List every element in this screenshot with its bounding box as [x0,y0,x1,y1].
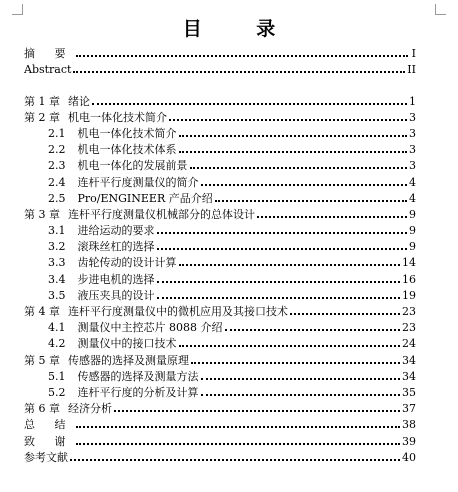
toc-title: 目 录 [182,18,300,40]
toc-page-number: 38 [402,418,416,432]
toc-entry-number: 2.4 [48,175,66,189]
toc-section-entry[interactable] [24,156,416,172]
toc-section-entry[interactable] [24,334,416,350]
toc-entry-number: 3.3 [48,256,66,270]
toc-chapter-entry[interactable] [24,205,416,221]
toc-page-number: 9 [409,207,416,221]
toc-page-number: 9 [409,240,416,254]
toc-entry-number: 第 4 章 [24,305,60,318]
toc-entry-number: 5.2 [48,385,66,399]
dot-leader [179,135,408,137]
toc-page-number: 3 [409,159,416,173]
dot-leader [169,119,407,121]
dot-leader [76,55,409,57]
toc-entry-number: 3.5 [48,288,66,302]
table-of-contents [24,44,416,464]
toc-section-entry[interactable] [24,172,416,188]
toc-entry-number: 第 6 章 [24,402,60,416]
dot-leader [225,329,401,331]
toc-chapter-entry[interactable] [24,431,416,447]
toc-entry-label: 液压夹具的设计 [77,288,155,302]
dot-leader [157,232,408,234]
toc-page-number: 34 [402,369,416,383]
toc-chapter-entry[interactable] [24,44,416,60]
toc-page-number: 23 [402,321,416,335]
toc-entry-label: 传感器的选择及测量方法 [77,369,199,383]
toc-chapter-entry[interactable] [24,350,416,366]
dot-leader [70,459,400,461]
toc-section-entry[interactable] [24,124,416,140]
toc-entry-label: 进给运动的要求 [77,224,155,238]
toc-section-entry[interactable] [24,383,416,399]
dot-leader [114,410,400,412]
toc-entry-label: 滚珠丝杠的选择 [77,240,155,254]
toc-section-entry[interactable] [24,221,416,237]
toc-entry-label: 总 结 [24,418,74,432]
dot-leader [73,71,405,73]
toc-chapter-entry[interactable] [24,108,416,124]
toc-entry-number: 3.1 [48,224,66,238]
toc-entry-label: 连杆平行度测量仪机械部分的总体设计 [68,207,255,221]
toc-entry-number: 2.2 [48,143,66,157]
toc-page-number: 24 [402,337,416,351]
toc-page-number: 23 [402,305,416,318]
toc-section-entry[interactable] [24,189,416,205]
toc-chapter-entry[interactable] [24,448,416,464]
toc-entry-label: Pro/ENGINEER 产品介绍 [77,191,213,205]
dot-leader [92,103,407,105]
toc-page-number: 19 [402,288,416,302]
toc-entry-label: 致 谢 [24,434,74,448]
toc-entry-number: 2.5 [48,191,66,205]
toc-section-entry[interactable] [24,367,416,383]
toc-entry-number: 4.2 [48,337,66,351]
toc-chapter-entry[interactable] [24,91,416,107]
toc-entry-number: 3.4 [48,272,66,286]
toc-entry-number: 第 3 章 [24,207,60,221]
toc-entry-label: 机电一体化技术简介 [68,110,167,124]
toc-entry-label: 机电一体化技术简介 [77,126,177,140]
toc-entry-number: 4.1 [48,321,66,335]
toc-entry-number: 5.1 [48,369,66,383]
toc-page-number: 4 [409,175,416,189]
toc-page-number: 1 [409,94,416,108]
toc-page-number: 34 [402,353,416,367]
toc-entry-label: Abstract [24,63,72,77]
toc-entry-number: 第 5 章 [24,353,60,367]
dot-leader [157,281,401,283]
toc-page-number: 4 [409,191,416,205]
toc-page-number: 35 [402,385,416,399]
toc-section-entry[interactable] [24,237,416,253]
toc-entry-label: 测量仪中的接口技术 [77,337,177,351]
toc-entry-label: 连杆平行度测量仪中的微机应用及其接口技术 [68,305,288,318]
toc-chapter-entry[interactable] [24,399,416,415]
dot-leader [179,345,401,347]
dot-leader [76,443,401,445]
toc-entry-number: 第 1 章 [24,94,60,108]
toc-page-number: 3 [409,143,416,157]
toc-entry-number: 2.1 [48,126,66,140]
toc-page-number: 14 [402,256,416,270]
toc-section-entry[interactable] [24,253,416,269]
dot-leader [201,394,401,396]
toc-entry-label: 测量仪中主控芯片 8088 介绍 [77,321,223,335]
dot-leader [201,184,408,186]
toc-entry-number: 第 2 章 [24,110,60,124]
dot-leader [179,151,408,153]
toc-entry-label: 连杆平行度的分析及计算 [77,385,199,399]
dot-leader [215,200,407,202]
toc-entry-label: 机电一体化的发展前景 [77,159,188,173]
toc-section-entry[interactable] [24,269,416,285]
toc-entry-label: 摘 要 [24,47,74,61]
toc-page-number: 16 [402,272,416,286]
toc-entry-label: 参考文献 [24,450,68,464]
toc-chapter-entry[interactable] [24,302,416,318]
toc-page-number: 39 [402,434,416,448]
toc-entry-label: 传感器的选择及测量原理 [68,353,189,367]
toc-page-number: 3 [409,110,416,124]
toc-section-entry[interactable] [24,140,416,156]
toc-entry-label: 机电一体化技术体系 [77,143,177,157]
toc-page-number: 40 [402,450,416,464]
dot-leader [191,362,400,364]
dot-leader [190,167,408,169]
toc-page-number: II [407,63,416,77]
dot-leader [290,313,400,315]
toc-section-entry[interactable] [24,286,416,302]
toc-entry-label: 步进电机的选择 [77,272,155,286]
toc-page-number: I [411,47,416,61]
dot-leader [157,248,408,250]
toc-entry-label: 齿轮传动的设计计算 [77,256,177,270]
toc-entry-label: 经济分析 [68,402,112,416]
toc-entry-number: 3.2 [48,240,66,254]
toc-page-number: 3 [409,126,416,140]
toc-entry-number: 2.3 [48,159,66,173]
toc-page-number: 37 [402,402,416,416]
toc-page-number: 9 [409,224,416,238]
dot-leader [179,264,401,266]
dot-leader [157,297,401,299]
dot-leader [201,378,401,380]
toc-entry-label: 绪论 [68,94,90,108]
toc-section-entry[interactable] [24,318,416,334]
dot-leader [76,426,401,428]
toc-chapter-entry[interactable] [24,60,416,76]
toc-chapter-entry[interactable] [24,415,416,431]
dot-leader [257,216,407,218]
toc-entry-label: 连杆平行度测量仪的简介 [77,175,199,189]
